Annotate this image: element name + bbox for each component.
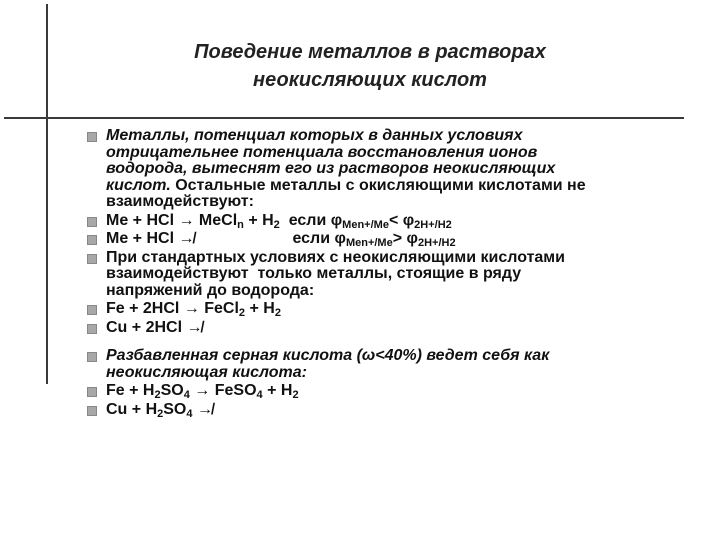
text-line: Разбавленная серная кислота (ω<40%) ведет себя как <box>106 347 550 364</box>
equation-part: Me + HCl → MeCl <box>106 211 238 229</box>
text-line <box>106 178 707 195</box>
square-bullet-icon <box>87 324 97 334</box>
text-fragment: кислот. <box>106 176 171 194</box>
subscript: 2H+/H2 <box>417 237 456 249</box>
bullet-standard-conditions <box>87 250 707 300</box>
equation-part: → FeSO <box>189 382 257 399</box>
header-divider-line <box>4 117 684 119</box>
subscript: 2 <box>157 407 164 420</box>
title-line-1: Поведение металлов в растворах <box>194 41 546 63</box>
square-bullet-icon <box>87 352 97 362</box>
subscript: 2 <box>292 389 299 401</box>
text-line: неокисляющая кислота: <box>106 363 307 381</box>
bullet-dilute-sulfuric-acid <box>87 348 707 381</box>
subscript: Men+/Me <box>345 237 393 249</box>
bullet-fe-h2so4 <box>87 383 707 400</box>
equation-part: SO <box>163 400 187 418</box>
bullet-list <box>87 128 707 420</box>
equation-part: Cu + 2HCl <box>106 318 187 336</box>
subscript: 2 <box>273 218 280 231</box>
subscript: Men+/Me <box>342 218 389 231</box>
equation-part: < φ <box>388 211 415 229</box>
subscript: 4 <box>256 389 263 401</box>
bullet-reaction-condition-2 <box>87 231 707 248</box>
subscript: 2 <box>154 389 161 401</box>
text-line: Металлы, потенциал которых в данных условиях <box>106 127 523 144</box>
no-reaction-icon: ↛ <box>186 318 203 336</box>
slide-title <box>60 38 680 94</box>
equation-part: если φ <box>292 230 346 247</box>
bullet-metals-displace-hydrogen <box>87 128 707 211</box>
subscript: 4 <box>183 389 190 401</box>
subscript: 2H+/H2 <box>414 218 452 231</box>
equation-part: > φ <box>392 230 418 247</box>
text-line: При стандартных условиях с неокисляющими кислотами <box>106 248 565 266</box>
subscript: 2 <box>274 307 281 319</box>
equation-part: + H <box>262 382 293 399</box>
square-bullet-icon <box>87 406 97 416</box>
square-bullet-icon <box>87 387 97 397</box>
square-bullet-icon <box>87 132 97 142</box>
equation-part: + H <box>243 211 274 229</box>
text-line: взаимодействуют: <box>106 193 254 210</box>
text-line: напряжений до водорода: <box>106 281 315 299</box>
subscript: 2 <box>238 307 246 319</box>
equation-part: Fe + 2HCl → FeCl <box>106 300 239 317</box>
title-line-2: неокисляющих кислот <box>253 69 487 91</box>
text-line: отрицательнее потенциала восстановления ионов <box>106 143 538 161</box>
bullet-reaction-condition-1 <box>87 213 707 230</box>
equation-part: если φ <box>279 211 343 229</box>
equation-part: Cu + H <box>106 400 158 418</box>
bullet-cu-hcl <box>87 320 707 337</box>
text-line: взаимодействуют только металлы, стоящие в ряду <box>106 265 522 282</box>
equation-part: Me + HCl <box>106 230 179 247</box>
square-bullet-icon <box>87 305 97 315</box>
bullet-cu-h2so4 <box>87 402 707 419</box>
left-frame-line <box>46 4 48 384</box>
no-reaction-icon: ↛ <box>178 230 195 247</box>
text-fragment: Остальные металлы с окисляющими кислотами не <box>170 176 586 194</box>
no-reaction-icon: ↛ <box>192 400 213 418</box>
subscript: n <box>237 218 244 231</box>
square-bullet-icon <box>87 235 97 245</box>
subscript: 4 <box>186 407 193 420</box>
equation-part: SO <box>160 382 184 399</box>
square-bullet-icon <box>87 217 97 227</box>
text-line: водорода, вытеснят его из растворов неокисляющих <box>106 160 556 177</box>
bullet-fe-hcl <box>87 301 707 318</box>
square-bullet-icon <box>87 254 97 264</box>
equation-part: Fe + H <box>106 382 155 399</box>
equation-part: + H <box>245 300 275 317</box>
